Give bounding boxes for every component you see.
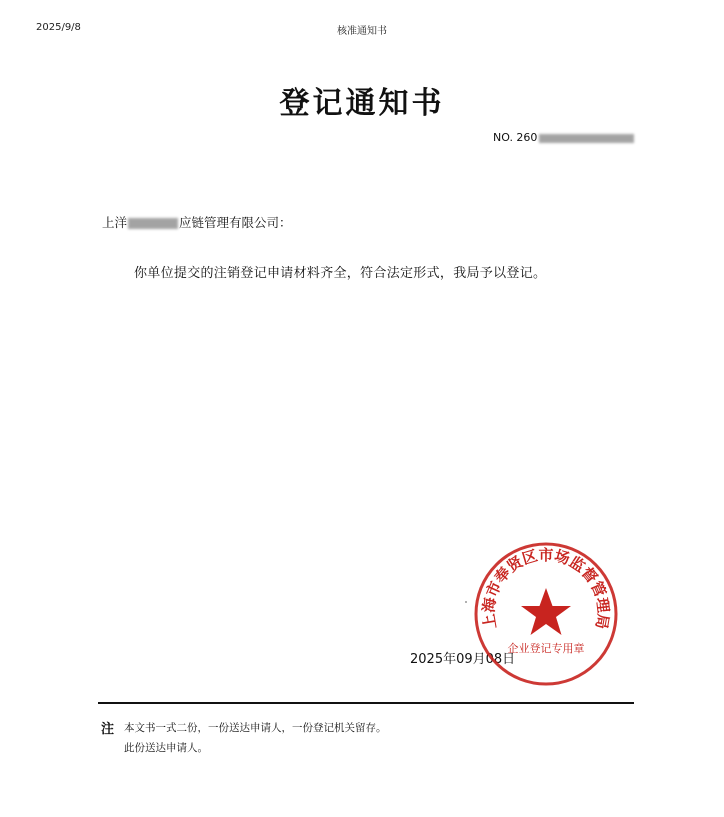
star-icon [521,588,571,635]
document-number-label: NO. 260 [493,131,538,144]
divider-line [98,702,634,704]
redaction-block [128,218,178,229]
document-title: 登记通知书 [279,86,445,121]
official-seal [472,540,620,688]
note-line-2: 此份送达申请人。 [124,742,208,754]
seal-top-text: 上海市奉贤区市场监督管理局 [479,546,613,631]
scan-speck [465,601,467,603]
issue-date: 2025年09月08日 [410,652,516,667]
print-date: 2025/9/8 [36,22,81,33]
notice-body: 你单位提交的注销登记申请材料齐全，符合法定形式，我局予以登记。 [134,266,547,281]
addressee-suffix: 应链管理有限公司： [179,215,292,230]
redaction-block [539,134,634,143]
document-number [493,131,634,144]
note-mark: 注 [101,722,115,737]
seal-bottom-text: 企业登记专用章 [507,642,585,655]
print-page-title: 核准通知书 [337,26,387,37]
addressee [102,213,292,231]
addressee-prefix: 上洋 [102,215,128,230]
note-line-1: 本文书一式二份，一份送达申请人，一份登记机关留存。 [124,722,387,734]
